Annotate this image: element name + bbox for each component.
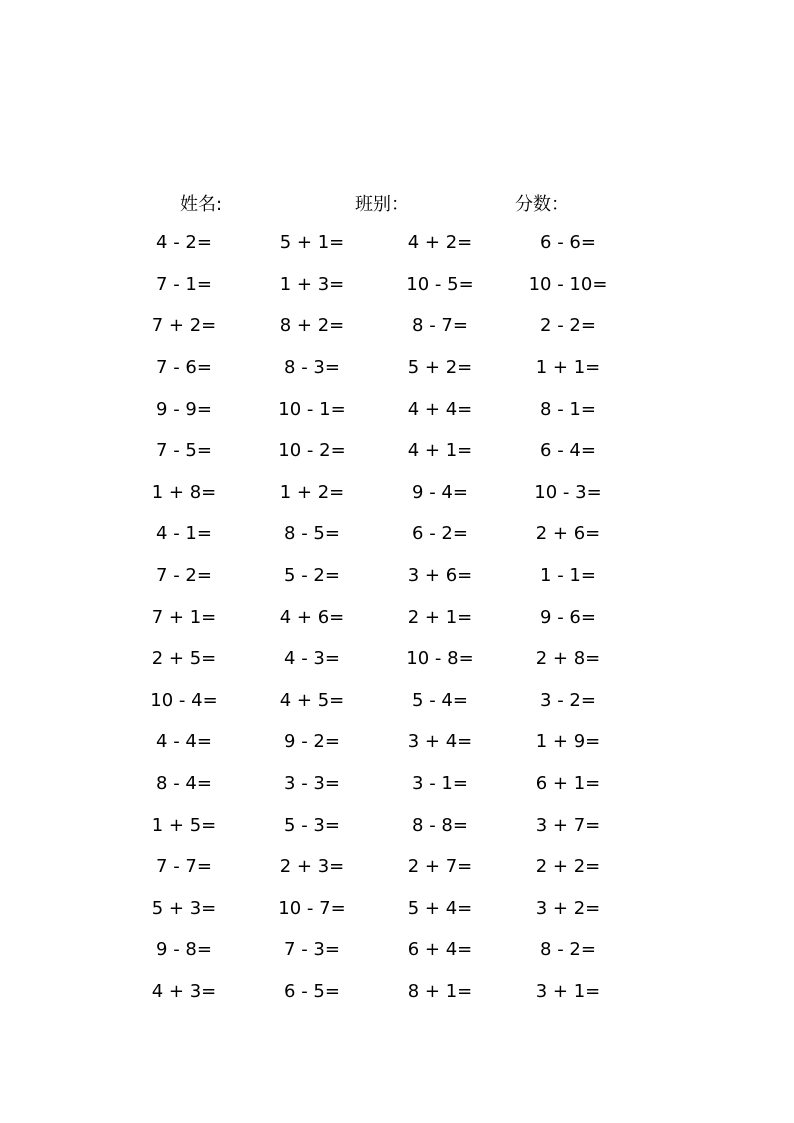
- math-problem: 1 + 8=: [151, 481, 217, 503]
- math-problem: 9 - 8=: [156, 939, 212, 961]
- math-problem: 5 - 2=: [284, 565, 340, 587]
- math-problem: 10 - 3=: [534, 481, 602, 503]
- math-problem: 10 - 2=: [278, 440, 346, 462]
- math-problem: 4 - 4=: [156, 731, 212, 753]
- math-problem: 7 - 5=: [156, 440, 212, 462]
- math-problem: 4 + 4=: [407, 398, 473, 420]
- math-problem: 2 + 3=: [279, 856, 345, 878]
- math-problem: 3 - 1=: [412, 773, 468, 795]
- math-problem: 6 + 4=: [407, 939, 473, 961]
- math-problem: 4 - 1=: [156, 523, 212, 545]
- score-label: 分数：: [515, 194, 569, 215]
- math-problem: 4 - 2=: [156, 232, 212, 254]
- math-problem: 8 - 5=: [284, 523, 340, 545]
- math-problem: 6 - 2=: [412, 523, 468, 545]
- math-problem: 1 + 5=: [151, 814, 217, 836]
- math-problem: 5 + 4=: [407, 897, 473, 919]
- math-problem: 3 + 1=: [535, 980, 601, 1002]
- math-problem: 5 + 3=: [151, 897, 217, 919]
- class-label: 班别：: [355, 194, 409, 215]
- math-problem: 10 - 5=: [406, 273, 474, 295]
- math-problem: 1 - 1=: [540, 565, 596, 587]
- math-problem: 5 - 3=: [284, 814, 340, 836]
- math-problem: 5 + 1=: [279, 232, 345, 254]
- math-problem: 4 + 1=: [407, 440, 473, 462]
- math-problem: 3 + 6=: [407, 565, 473, 587]
- math-problem: 8 + 2=: [279, 315, 345, 337]
- math-problem: 1 + 9=: [535, 731, 601, 753]
- math-problem: 8 - 2=: [540, 939, 596, 961]
- math-problem: 3 + 2=: [535, 897, 601, 919]
- math-problem: 9 - 2=: [284, 731, 340, 753]
- math-problem: 8 - 8=: [412, 814, 468, 836]
- math-problem: 10 - 1=: [278, 398, 346, 420]
- math-problem: 6 - 5=: [284, 980, 340, 1002]
- math-problem: 4 + 6=: [279, 606, 345, 628]
- math-problem: 4 + 5=: [279, 689, 345, 711]
- math-problem: 1 + 1=: [535, 357, 601, 379]
- math-problem: 8 - 7=: [412, 315, 468, 337]
- math-problem: 3 - 3=: [284, 773, 340, 795]
- math-problem: 4 + 2=: [407, 232, 473, 254]
- math-problem: 2 + 5=: [151, 648, 217, 670]
- math-problem: 7 - 6=: [156, 357, 212, 379]
- math-problem: 2 + 7=: [407, 856, 473, 878]
- math-problem: 7 - 2=: [156, 565, 212, 587]
- math-problem: 10 - 7=: [278, 897, 346, 919]
- name-label: 姓名:: [180, 194, 223, 215]
- math-problem: 7 - 1=: [156, 273, 212, 295]
- math-problem: 4 + 3=: [151, 980, 217, 1002]
- math-problem: 3 + 4=: [407, 731, 473, 753]
- math-problem: 2 + 8=: [535, 648, 601, 670]
- math-problem: 3 - 2=: [540, 689, 596, 711]
- math-problem: 2 + 1=: [407, 606, 473, 628]
- math-problem: 2 + 2=: [535, 856, 601, 878]
- math-problem: 10 - 4=: [150, 689, 218, 711]
- math-problem: 9 - 4=: [412, 481, 468, 503]
- math-problem: 8 - 1=: [540, 398, 596, 420]
- math-problem: 6 + 1=: [535, 773, 601, 795]
- math-problem: 6 - 6=: [540, 232, 596, 254]
- math-problem: 7 + 2=: [151, 315, 217, 337]
- math-problem: 4 - 3=: [284, 648, 340, 670]
- math-problem: 8 + 1=: [407, 980, 473, 1002]
- math-problem: 10 - 8=: [406, 648, 474, 670]
- math-problem: 10 - 10=: [528, 273, 608, 295]
- math-problem: 9 - 9=: [156, 398, 212, 420]
- math-problem: 6 - 4=: [540, 440, 596, 462]
- math-problem: 5 + 2=: [407, 357, 473, 379]
- math-problem: 5 - 4=: [412, 689, 468, 711]
- problem-grid: [120, 222, 632, 1012]
- math-problem: 2 - 2=: [540, 315, 596, 337]
- math-problem: 7 - 7=: [156, 856, 212, 878]
- math-problem: 1 + 2=: [279, 481, 345, 503]
- math-problem: 7 - 3=: [284, 939, 340, 961]
- worksheet-header: [0, 190, 794, 216]
- math-problem: 9 - 6=: [540, 606, 596, 628]
- math-problem: 3 + 7=: [535, 814, 601, 836]
- math-problem: 8 - 3=: [284, 357, 340, 379]
- math-problem: 1 + 3=: [279, 273, 345, 295]
- math-problem: 2 + 6=: [535, 523, 601, 545]
- math-problem: 8 - 4=: [156, 773, 212, 795]
- math-problem: 7 + 1=: [151, 606, 217, 628]
